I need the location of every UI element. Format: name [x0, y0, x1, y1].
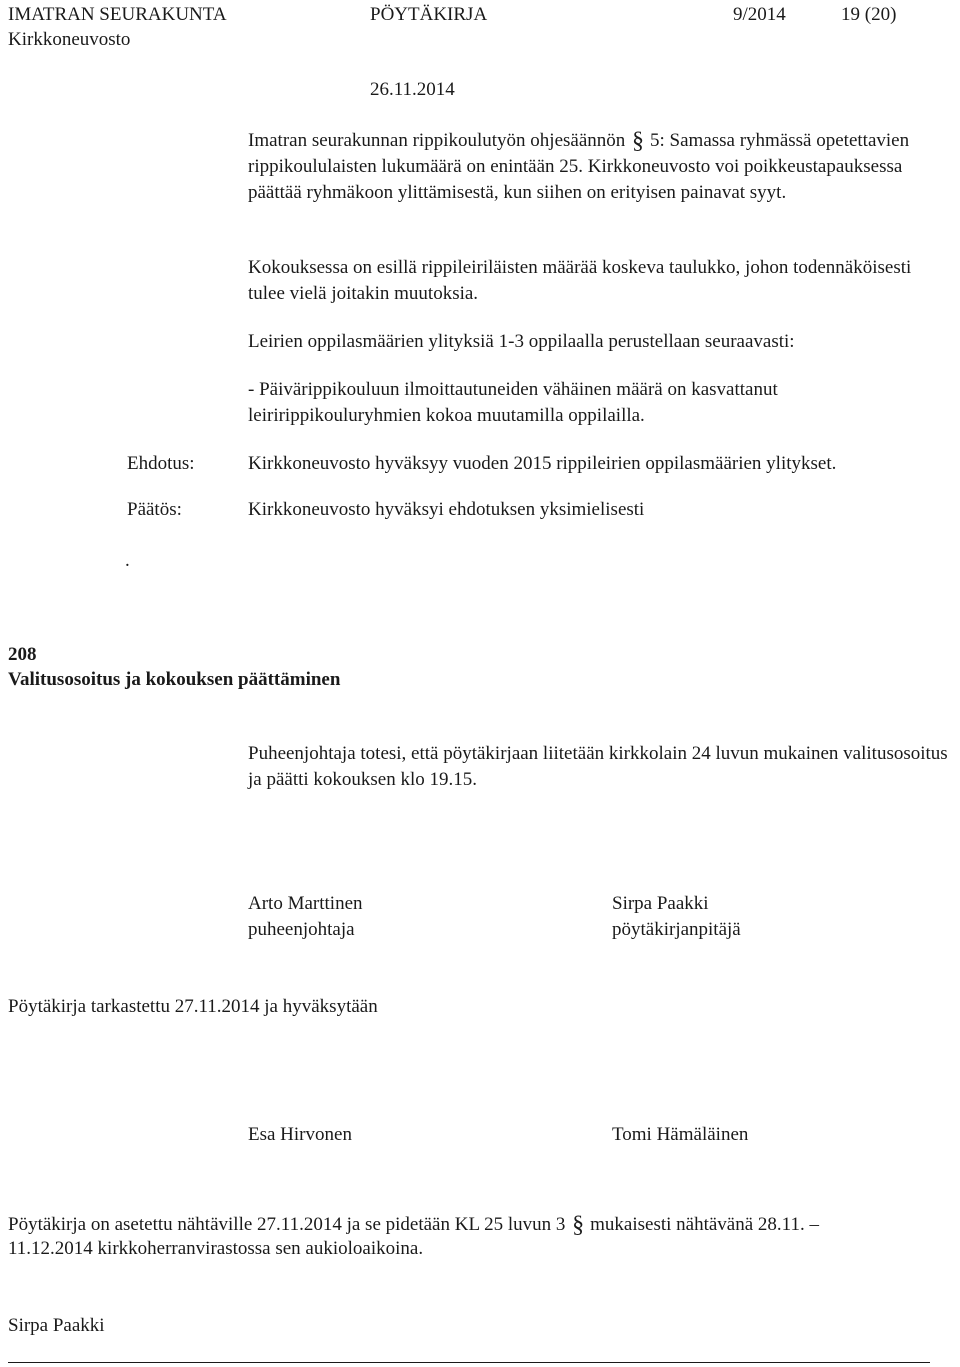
decision-text: Kirkkoneuvosto hyväksyi ehdotuksen yksimielisesti	[248, 499, 645, 520]
secretary-role: pöytäkirjanpitäjä	[612, 919, 741, 940]
paragraph-justification-intro: Leirien oppilasmäärien ylityksiä 1-3 oppilaalla perustellaan seuraavasti:	[248, 331, 795, 352]
posted-notice-rest: mukaisesti nähtävänä 28.11. –	[590, 1214, 819, 1235]
footer-signer: Sirpa Paakki	[8, 1315, 105, 1336]
section-sign-posted: §	[572, 1212, 585, 1238]
proposal-label: Ehdotus:	[127, 453, 195, 474]
header-parish: IMATRAN SEURAKUNTA	[8, 4, 227, 25]
paragraph-rules-rest: 5: Samassa ryhmässä opetettavien rippikoululaisten lukumäärä on enintään 25. Kirkkoneuvosto voi poikkeustapauksessa päättää ryhmäkoon ylittämisestä, kun siihen on erityisen painavat syyt.	[248, 130, 910, 203]
checked-statement: Pöytäkirja tarkastettu 27.11.2014 ja hyväksytään	[8, 996, 378, 1017]
paragraph-rules-start: Imatran seurakunnan rippikoulutyön ohjesäännön	[248, 130, 626, 151]
signature-line	[8, 1362, 930, 1363]
header-date: 26.11.2014	[370, 79, 455, 100]
paragraph-rules	[248, 128, 948, 206]
paragraph-justification-item: - Päivärippikouluun ilmoittautuneiden vähäinen määrä on kasvattanut leiririppikouluryhmien kokoa muutamilla oppilailla.	[248, 379, 778, 426]
posted-notice-line1	[8, 1212, 819, 1238]
checker-second: Tomi Hämäläinen	[612, 1124, 749, 1145]
section-title: Valitusosoitus ja kokouksen päättäminen	[8, 669, 341, 690]
section-sign: §	[632, 128, 645, 154]
header-doc-number: 9/2014	[733, 4, 786, 25]
posted-notice-start: Pöytäkirja on asetettu nähtäville 27.11.2014 ja se pidetään KL 25 luvun 3	[8, 1214, 566, 1235]
stray-dot: .	[125, 550, 130, 571]
decision-label: Päätös:	[127, 499, 182, 520]
section-number: 208	[8, 644, 37, 665]
chair-name: Arto Marttinen	[248, 893, 363, 914]
posted-notice-line2: 11.12.2014 kirkkoherranvirastossa sen aukioloaikoina.	[8, 1238, 424, 1259]
header-body: Kirkkoneuvosto	[8, 29, 131, 50]
header-doc-type: PÖYTÄKIRJA	[370, 4, 488, 25]
header-page-number: 19 (20)	[841, 4, 897, 25]
checker-first: Esa Hirvonen	[248, 1124, 352, 1145]
secretary-name: Sirpa Paakki	[612, 893, 709, 914]
section-text: Puheenjohtaja totesi, että pöytäkirjaan liitetään kirkkolain 24 luvun mukainen valitusosoitus ja päätti kokouksen klo 19.15.	[248, 743, 948, 790]
proposal-text: Kirkkoneuvosto hyväksyy vuoden 2015 rippileirien oppilasmäärien ylitykset.	[248, 453, 837, 474]
paragraph-table-note: Kokouksessa on esillä rippileiriläisten määrää koskeva taulukko, johon todennäköisesti tulee vielä joitakin muutoksia.	[248, 257, 912, 304]
chair-role: puheenjohtaja	[248, 919, 355, 940]
